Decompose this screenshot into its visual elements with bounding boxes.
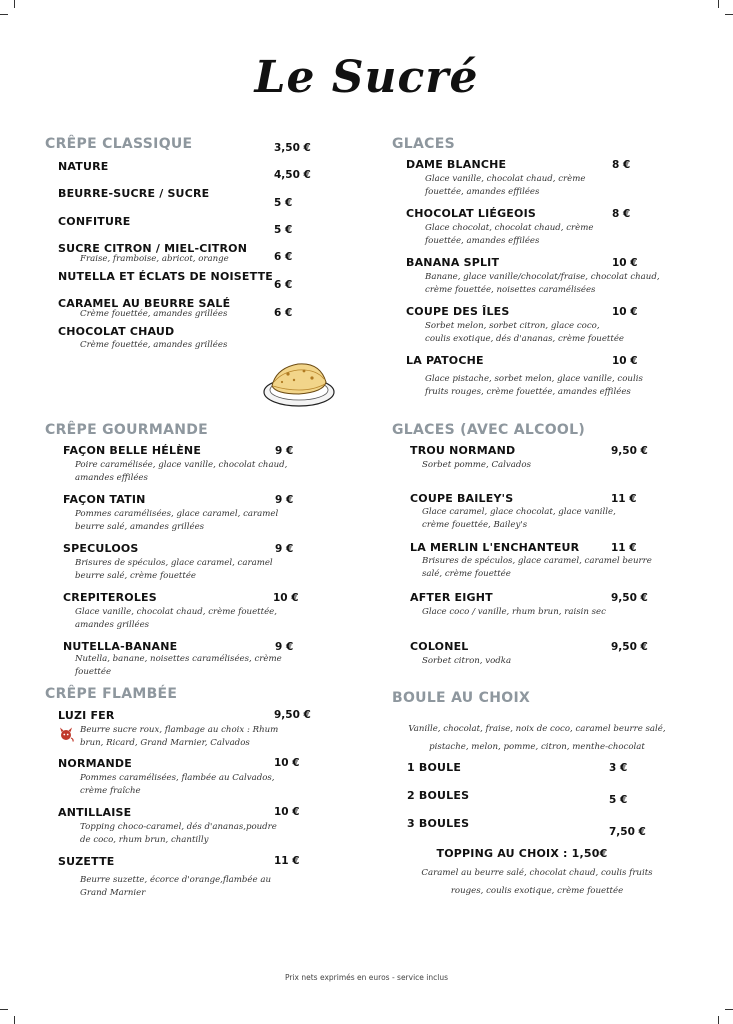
menu-item-luzi-fer [58,709,298,749]
menu-item-beurre-sucre [58,187,209,200]
item-description: Glace chocolat, chocolat chaud, crème fouettée, amandes effilées [425,223,594,246]
item-price: 9 € [275,494,294,506]
item-name: LA MERLIN L'ENCHANTEUR [410,541,580,554]
item-name: CONFITURE [58,215,131,228]
crop-mark [718,0,719,8]
item-name: 1 BOULE [407,761,462,774]
topping-line: rouges, coulis exotique, crème fouettée [450,886,624,896]
menu-item-crepiteroles [63,591,293,631]
item-name: NUTELLA-BANANE [63,640,178,653]
section-title: GLACES (AVEC ALCOOL) [392,422,586,438]
item-description: Sorbet citron, vodka [422,656,512,666]
item-price: 10 € [612,257,638,269]
item-price: 7,50 € [609,826,646,838]
crop-mark [718,1016,719,1024]
item-description: Brisures de spéculos, glace caramel, caramel beurre salé, crème fouettée [422,556,652,579]
menu-item-3-boules [407,817,469,830]
item-name: COUPE DES ÎLES [406,305,510,318]
item-price: 11 € [274,855,300,867]
crop-mark [14,0,15,8]
item-description: Topping choco-caramel, dés d'ananas,poudre de coco, rhum brun, chantilly [80,822,277,845]
item-name: FAÇON BELLE HÉLÈNE [63,444,202,457]
menu-item-confiture [58,215,130,228]
item-name: BEURRE-SUCRE / SUCRE [58,187,210,200]
item-name: CREPITEROLES [63,591,157,604]
item-description: Glace coco / vanille, rhum brun, raisin sec [422,607,606,617]
item-description: Nutella, banane, noisettes caramélisées, crème fouettée [75,654,282,677]
item-price: 5 € [274,197,293,209]
section-glaces [392,136,455,152]
menu-item-chocolat-chaud [58,325,227,352]
item-price: 10 € [612,306,638,318]
item-price: 10 € [274,757,300,769]
section-title: GLACES [392,136,455,152]
section-title: CRÊPE GOURMANDE [45,422,209,438]
item-price: 9 € [275,445,294,457]
footer-note: Prix nets exprimés en euros - service inclus [284,973,448,982]
item-name: FAÇON TATIN [63,493,146,506]
item-price: 6 € [274,251,293,263]
item-name: NATURE [58,160,109,173]
menu-item-1-boule [407,761,461,774]
item-name: 3 BOULES [407,817,470,830]
section-title: CRÊPE CLASSIQUE [45,136,193,152]
item-name: SUZETTE [58,855,115,868]
crop-mark [725,1009,733,1010]
item-description: Banane, glace vanille/chocolat/fraise, chocolat chaud, crème fouettée, noisettes caramélisées [425,272,660,295]
section-title: BOULE AU CHOIX [392,690,531,706]
menu-item-normande [58,757,298,797]
item-description: Beurre sucre roux, flambage au choix : Rhum brun, Ricard, Grand Marnier, Calvados [80,725,279,748]
item-description: Crème fouettée, amandes grillées [80,309,228,319]
item-description: Poire caramélisée, glace vanille, chocolat chaud, amandes effilées [75,460,288,483]
section-crepe-classique [45,136,192,152]
section-crepe-flambee [45,686,177,702]
section-crepe-gourmande [45,422,208,438]
item-name: ANTILLAISE [58,806,132,819]
crop-mark [725,14,733,15]
menu-item-belle-helene [63,444,293,484]
item-price: 6 € [274,279,293,291]
flavor-list [392,720,682,756]
item-price: 5 € [609,794,628,806]
item-price: 10 € [274,806,300,818]
item-name: COLONEL [410,640,469,653]
item-name: LUZI FER [58,709,115,722]
item-price: 8 € [612,159,631,171]
item-description: Brisures de spéculos, glace caramel, caramel beurre salé, crème fouettée [75,558,273,581]
item-price: 10 € [273,592,299,604]
item-name: SPECULOOS [63,542,139,555]
item-name: TROU NORMAND [410,444,516,457]
topping-line: Caramel au beurre salé, chocolat chaud, coulis fruits [421,868,653,878]
crop-mark [0,14,8,15]
item-description: Beurre suzette, écorce d'orange,flambée au Grand Marnier [80,875,271,898]
menu-item-suzette [58,855,298,899]
section-boule-au-choix [392,690,530,706]
item-name: DAME BLANCHE [406,158,507,171]
item-price: 3 € [609,762,628,774]
item-name: CHOCOLAT CHAUD [58,325,175,338]
crop-mark [0,1009,8,1010]
item-name: BANANA SPLIT [406,256,500,269]
item-name: COUPE BAILEY'S [410,492,514,505]
crepe-stack-illustration [262,352,338,410]
item-description: Sorbet pomme, Calvados [422,460,531,470]
item-price: 9,50 € [611,641,648,653]
menu-item-antillaise [58,806,298,846]
item-description: Glace vanille, chocolat chaud, crème fouettée, amandes grillées [75,607,277,630]
menu-item-nutella-noisette [58,270,273,283]
menu-item-sucre-citron [58,242,247,266]
crop-mark [14,1016,15,1024]
item-price: 9,50 € [611,592,648,604]
menu-item-speculoos [63,542,293,582]
item-price: 4,50 € [274,169,311,181]
item-description: Glace caramel, glace chocolat, glace vanille, crème fouettée, Bailey's [422,507,616,530]
item-price: 11 € [611,542,637,554]
item-description: Sorbet melon, sorbet citron, glace coco, coulis exotique, dés d'ananas, crème fouettée [425,321,624,344]
item-name: CHOCOLAT LIÉGEOIS [406,207,536,220]
menu-item-2-boules [407,789,469,802]
item-description: Glace vanille, chocolat chaud, crème fouettée, amandes effilées [425,174,586,197]
item-price: 10 € [612,355,638,367]
item-price: 9 € [275,543,294,555]
item-price: 3,50 € [274,142,311,154]
item-name: NUTELLA ET ÉCLATS DE NOISETTE [58,270,274,283]
item-price: 6 € [274,307,293,319]
section-title: CRÊPE FLAMBÉE [45,686,178,702]
menu-item-facon-tatin [63,493,293,533]
item-price: 9,50 € [611,445,648,457]
flavor-line: pistache, melon, pomme, citron, menthe-chocolat [429,742,645,752]
item-price: 11 € [611,493,637,505]
item-description: Crème fouettée, amandes grillées [80,340,228,350]
item-description: Pommes caramélisées, flambée au Calvados, crème fraîche [80,773,275,796]
topping-list [392,864,682,900]
menu-item-nature [58,160,109,173]
menu-item-nutella-banane [63,640,293,678]
item-price: 5 € [274,224,293,236]
item-price: 9,50 € [274,709,311,721]
item-name: NORMANDE [58,757,132,770]
item-description: Glace pistache, sorbet melon, glace vanille, coulis fruits rouges, crème fouettée, amandes effilées [425,374,643,397]
item-price: 9 € [275,641,294,653]
flavor-line: Vanille, chocolat, fraise, noix de coco, caramel beurre salé, [408,724,666,734]
item-name: AFTER EIGHT [410,591,493,604]
item-price: 8 € [612,208,631,220]
topping-title: TOPPING AU CHOIX : 1,50€ [436,847,608,860]
item-name: LA PATOCHE [406,354,484,367]
item-description: Pommes caramélisées, glace caramel, caramel beurre salé, amandes grillées [75,509,279,532]
item-description: Fraise, framboise, abricot, orange [80,254,229,264]
item-name: 2 BOULES [407,789,470,802]
page-title: Le Sucré [254,52,479,103]
menu-item-caramel-beurre-sale [58,297,230,321]
section-glaces-avec-alcool [392,422,585,438]
item-name: SUCRE CITRON / MIEL-CITRON [58,242,248,255]
item-name: CARAMEL AU BEURRE SALÉ [58,297,231,310]
